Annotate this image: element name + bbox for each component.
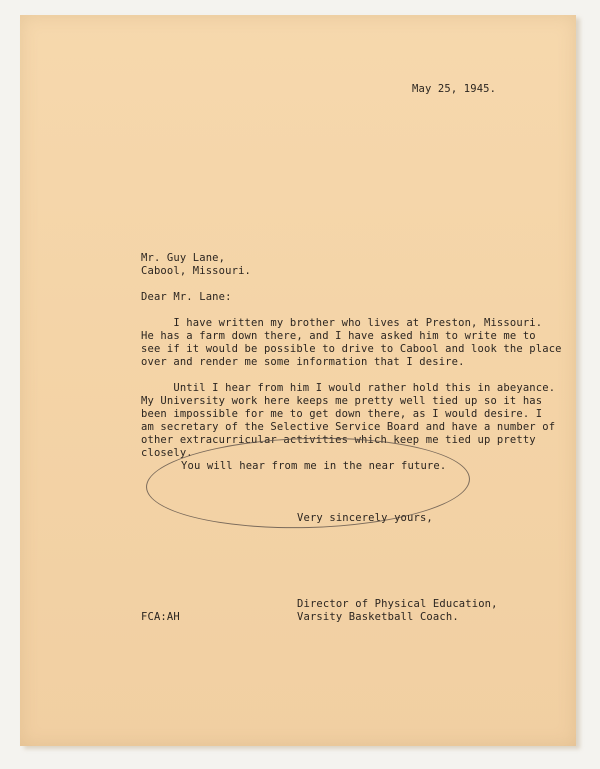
- paragraph2-line: been impossible for me to get down there, as I would desire. I: [141, 408, 543, 420]
- signature-title-2: Varsity Basketball Coach.: [297, 611, 459, 623]
- paragraph2-line: Until I hear from him I would rather hold this in abeyance.: [141, 382, 556, 394]
- paragraph2-line: am secretary of the Selective Service Board and have a number of: [141, 421, 556, 433]
- paragraph2-line: closely.: [141, 447, 193, 459]
- salutation: Dear Mr. Lane:: [141, 291, 232, 303]
- typist-initials: FCA:AH: [141, 611, 180, 623]
- paragraph1-line: see if it would be possible to drive to Cabool and look the place: [141, 343, 562, 355]
- closing: Very sincerely yours,: [297, 512, 433, 524]
- letter-date: May 25, 1945.: [412, 83, 497, 95]
- paragraph1-line: over and render me some information that I desire.: [141, 356, 465, 368]
- recipient-name: Mr. Guy Lane,: [141, 252, 226, 264]
- paragraph2-line: My University work here keeps me pretty well tied up so it has: [141, 395, 543, 407]
- paragraph1-line: He has a farm down there, and I have asked him to write me to: [141, 330, 536, 342]
- emphasized-line: You will hear from me in the near future.: [181, 460, 447, 472]
- signature-title-1: Director of Physical Education,: [297, 598, 498, 610]
- letter-sheet: [20, 15, 576, 746]
- recipient-city: Cabool, Missouri.: [141, 265, 252, 277]
- paragraph1-line: I have written my brother who lives at Preston, Missouri.: [141, 317, 543, 329]
- paragraph2-line: other extracurricular activities which keep me tied up pretty: [141, 434, 536, 446]
